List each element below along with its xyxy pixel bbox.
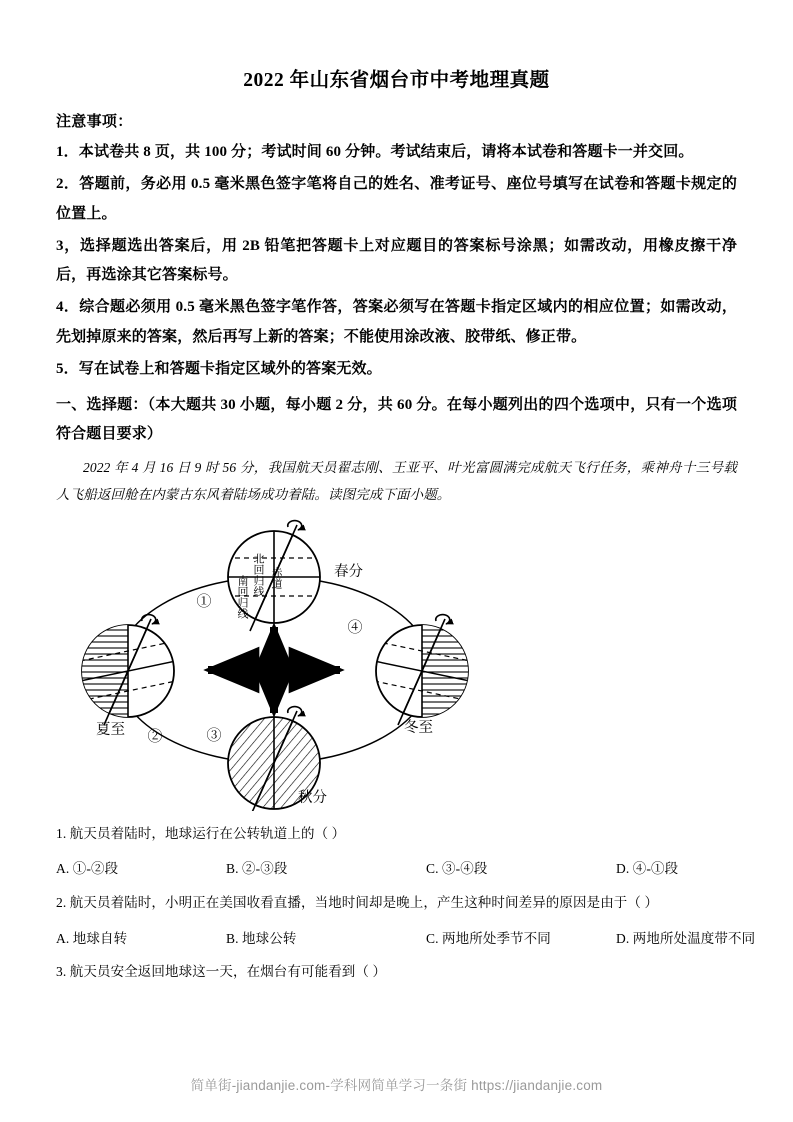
notice-item-1: 1．本试卷共 8 页，共 100 分；考试时间 60 分钟。考试结束后，请将本试卷和答题卡一并交回。 <box>56 144 694 160</box>
earth-revolution-figure <box>56 519 737 811</box>
season-label-winter-solstice: 冬至 <box>404 719 433 736</box>
question-1-option-b[interactable]: B. ②-③段 <box>226 861 288 877</box>
question-1-options <box>56 858 737 880</box>
question-1-option-d[interactable]: D. ④-①段 <box>616 861 679 877</box>
notice-item-4: 4．综合题必须用 0.5 毫米黑色签字笔作答，答案必须写在答题卡指定区域内的相应位置；如需改动，先划掉原来的答案，然后再写上新的答案；不能使用涂改液、胶带纸、修正带。 <box>56 299 737 345</box>
question-2-text: 2. 航天员着陆时，小明正在美国收看直播，当地时间却是晚上，产生这种时间差异的原因是由于（ ） <box>56 895 659 911</box>
question-2-option-d[interactable]: D. 两地所处温度带不同 <box>616 930 756 946</box>
question-group-stem: 2022 年 4 月 16 日 9 时 56 分，我国航天员翟志刚、王亚平、叶光富圆满完成航天飞行任务，乘神舟十三号载人飞船返回舱在内蒙古东风着陆场成功着陆。读图完成下面小题。 <box>56 459 737 503</box>
label-tropic-of-cancer: 北回归线 <box>252 552 264 597</box>
marker-4: ④ <box>347 619 363 636</box>
season-label-summer-solstice: 夏至 <box>96 721 125 738</box>
page-title: 2022 年山东省烟台市中考地理真题 <box>243 70 550 91</box>
earth-vernal-equinox <box>226 520 322 630</box>
earth-winter-solstice <box>374 614 470 724</box>
earth-summer-solstice <box>80 614 176 724</box>
notice-item-2: 2．答题前，务必用 0.5 毫米黑色签字笔将自己的姓名、准考证号、座位号填写在试卷和答题卡规定的位置上。 <box>56 176 737 222</box>
sun-icon <box>258 654 290 686</box>
season-label-autumn-equinox: 秋分 <box>298 789 327 806</box>
label-equator: 赤道 <box>270 566 282 589</box>
earth-revolution-diagram <box>66 519 486 811</box>
question-2-option-b[interactable]: B. 地球公转 <box>226 930 297 946</box>
notice-item-5: 5．写在试卷上和答题卡指定区域外的答案无效。 <box>56 360 382 377</box>
section-heading-multiple-choice: 一、选择题：（本大题共 30 小题，每小题 2 分，共 60 分。在每小题列出的四个选项中，只有一个选项符合题目要求） <box>56 397 737 443</box>
label-tropic-of-capricorn: 南回归线 <box>236 574 248 619</box>
footer-watermark: 简单街-jiandanjie.com-学科网简单学习一条街 https://jiandanjie.com <box>190 1078 603 1093</box>
marker-2: ② <box>147 728 163 745</box>
question-1-option-c[interactable]: C. ③-④段 <box>426 861 488 877</box>
question-1-option-a[interactable]: A. ①-②段 <box>56 861 119 877</box>
season-label-vernal-equinox: 春分 <box>334 563 363 580</box>
notice-item-3: 3，选择题选出答案后，用 2B 铅笔把答题卡上对应题目的答案标号涂黑；如需改动，用橡皮擦干净后，再选涂其它答案标号。 <box>56 237 737 283</box>
notice-heading: 注意事项： <box>56 114 133 130</box>
question-2-option-a[interactable]: A. 地球自转 <box>56 930 128 946</box>
question-3-text: 3. 航天员安全返回地球这一天，在烟台有可能看到（ ） <box>56 964 387 980</box>
question-2-options <box>56 928 756 950</box>
question-1-text: 1. 航天员着陆时，地球运行在公转轨道上的（ ） <box>56 825 346 841</box>
marker-3: ③ <box>206 727 222 744</box>
question-2-option-c[interactable]: C. 两地所处季节不同 <box>426 930 551 946</box>
marker-1: ① <box>196 593 212 610</box>
